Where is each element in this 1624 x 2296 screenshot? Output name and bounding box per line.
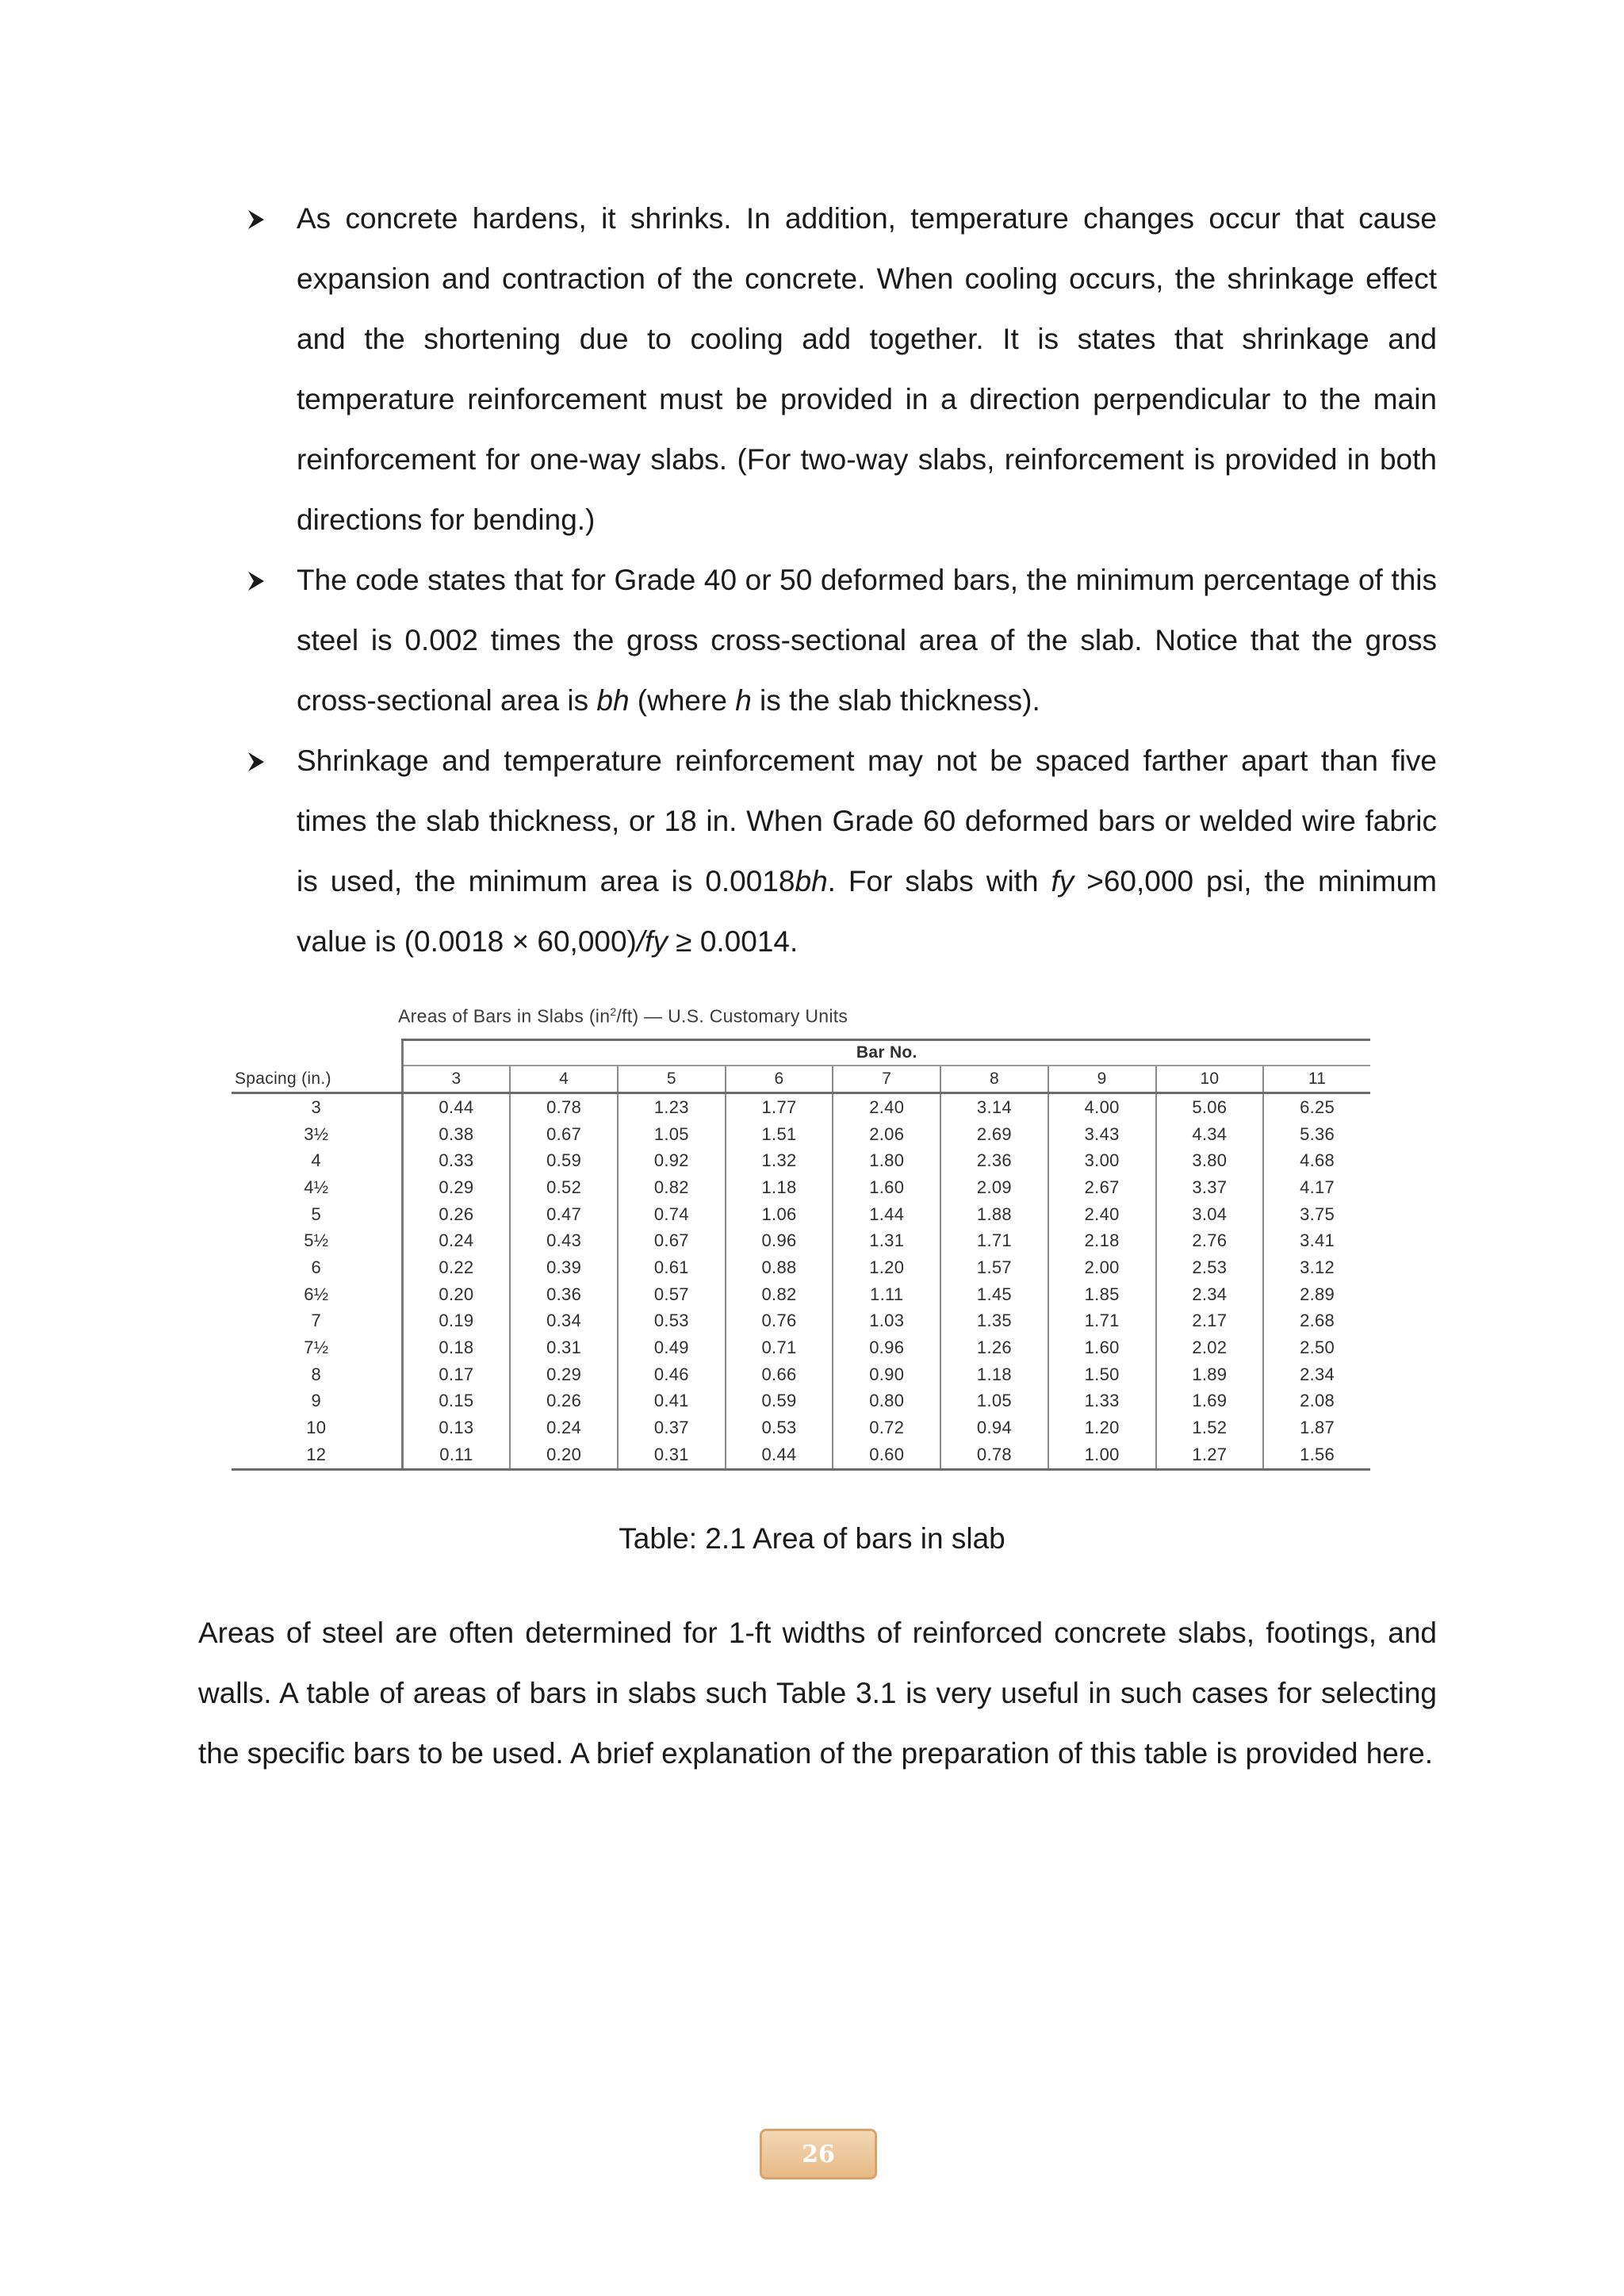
area-value-cell: 1.71 (940, 1227, 1048, 1254)
area-value-cell: 0.44 (402, 1093, 510, 1121)
spacing-cell: 12 (232, 1441, 402, 1469)
text-run: (where (629, 684, 736, 717)
area-value-cell: 0.36 (510, 1281, 618, 1308)
area-value-cell: 2.36 (940, 1147, 1048, 1174)
area-value-cell: 2.40 (833, 1093, 940, 1121)
page-number: 26 (760, 2129, 877, 2179)
table-row (232, 1441, 1370, 1469)
area-value-cell: 2.40 (1048, 1201, 1156, 1228)
area-value-cell: 0.53 (726, 1414, 833, 1441)
area-value-cell: 1.45 (940, 1281, 1048, 1308)
area-value-cell: 1.20 (1048, 1414, 1156, 1441)
area-value-cell: 0.24 (510, 1414, 618, 1441)
area-value-cell: 1.20 (833, 1254, 940, 1281)
area-value-cell: 3.12 (1263, 1254, 1370, 1281)
area-value-cell: 4.17 (1263, 1174, 1370, 1201)
bullet-text (297, 550, 1437, 731)
area-value-cell: 3.00 (1048, 1147, 1156, 1174)
area-value-cell: 1.06 (726, 1201, 833, 1228)
area-value-cell: 1.26 (940, 1334, 1048, 1361)
table-row (232, 1281, 1370, 1308)
text-run: is the slab thickness). (751, 684, 1040, 717)
spacing-cell: 10 (306, 1418, 327, 1438)
table-column-header-row (232, 1066, 1370, 1093)
area-value-cell: 0.82 (618, 1174, 726, 1201)
closing-paragraph: Areas of steel are often determined for 1-ft widths of reinforced concrete slabs, footings, and walls. A table of areas of bars in slabs such Table 3.1 is very useful in such cases for selecting the specific bars to be used. A brief explanation of the preparation of this table is provided here. (198, 1617, 1437, 1770)
area-value-cell: 2.09 (940, 1174, 1048, 1201)
text-run: ≥ 0.0014. (667, 925, 799, 958)
area-value-cell: 0.96 (726, 1227, 833, 1254)
table-row (232, 1414, 1370, 1441)
area-value-cell: 1.44 (833, 1201, 940, 1228)
area-value-cell: 1.23 (618, 1093, 726, 1121)
area-value-cell: 2.02 (1156, 1334, 1264, 1361)
area-value-cell: 0.61 (618, 1254, 726, 1281)
bullet-text (297, 731, 1437, 972)
area-value-cell: 3.37 (1156, 1174, 1264, 1201)
table-group-header-row (232, 1040, 1370, 1066)
area-value-cell: 0.33 (402, 1147, 510, 1174)
area-value-cell: 3.80 (1156, 1147, 1264, 1174)
table-row (232, 1121, 1370, 1148)
area-value-cell: 0.20 (402, 1281, 510, 1308)
area-value-cell: 0.72 (833, 1414, 940, 1441)
spacing-cell: 5½ (304, 1230, 329, 1251)
area-value-cell: 1.85 (1048, 1281, 1156, 1308)
area-value-cell: 1.05 (940, 1388, 1048, 1415)
italic-term: bh (596, 684, 630, 717)
bullet-item (247, 731, 1437, 972)
bar-area-table (232, 1039, 1370, 1471)
italic-term: /fy (636, 925, 668, 958)
arrowhead-bullet-icon (247, 571, 265, 591)
area-value-cell: 1.50 (1048, 1361, 1156, 1388)
bullet-text (297, 189, 1437, 550)
area-value-cell: 5.06 (1156, 1093, 1264, 1121)
area-value-cell: 3.75 (1263, 1201, 1370, 1228)
bar-size-column-header: 9 (1048, 1066, 1156, 1093)
area-value-cell: 0.59 (510, 1147, 618, 1174)
table-row (232, 1388, 1370, 1415)
text-run: The code states that for Grade 40 or 50 deformed bars, the minimum percentage of this steel is 0.002 times the gross cross-sectional area of the slab. Notice that the gross cross-sectional area is (297, 564, 1437, 717)
table-caption: Table: 2.1 Area of bars in slab (619, 1522, 1005, 1555)
area-value-cell: 0.46 (618, 1361, 726, 1388)
area-value-cell: 0.57 (618, 1281, 726, 1308)
area-value-cell: 2.50 (1263, 1334, 1370, 1361)
table-row (232, 1174, 1370, 1201)
area-value-cell: 2.89 (1263, 1281, 1370, 1308)
area-value-cell: 2.69 (940, 1121, 1048, 1148)
area-value-cell: 1.00 (1048, 1441, 1156, 1469)
area-value-cell: 0.94 (940, 1414, 1048, 1441)
area-value-cell: 2.06 (833, 1121, 940, 1148)
table-row (232, 1147, 1370, 1174)
italic-term: bh (795, 865, 828, 897)
area-value-cell: 1.18 (940, 1361, 1048, 1388)
area-value-cell: 0.31 (510, 1334, 618, 1361)
area-value-cell: 0.67 (618, 1227, 726, 1254)
table-row (232, 1308, 1370, 1335)
area-value-cell: 3.43 (1048, 1121, 1156, 1148)
bar-size-column-header: 8 (940, 1066, 1048, 1093)
area-value-cell: 6.25 (1263, 1093, 1370, 1121)
italic-term: h (735, 684, 752, 717)
text-run: >60,000 psi, the minimum value is (0.0018 × 60,000) (297, 865, 1438, 958)
area-value-cell: 0.11 (402, 1441, 510, 1469)
area-value-cell: 1.88 (940, 1201, 1048, 1228)
spacing-column-header: Spacing (in.) (232, 1066, 402, 1093)
bar-size-column-header: 3 (402, 1066, 510, 1093)
area-value-cell: 0.78 (510, 1093, 618, 1121)
area-value-cell: 0.17 (402, 1361, 510, 1388)
table-row (232, 1201, 1370, 1228)
area-value-cell: 0.26 (510, 1388, 618, 1415)
area-value-cell: 1.77 (726, 1093, 833, 1121)
area-value-cell: 0.19 (402, 1308, 510, 1335)
area-value-cell: 2.67 (1048, 1174, 1156, 1201)
area-value-cell: 0.53 (618, 1308, 726, 1335)
bar-size-column-header: 10 (1156, 1066, 1264, 1093)
area-value-cell: 0.44 (726, 1441, 833, 1469)
area-value-cell: 0.38 (402, 1121, 510, 1148)
spacing-cell: 6 (311, 1257, 322, 1277)
spacing-cell: 4 (311, 1150, 322, 1171)
area-value-cell: 1.05 (618, 1121, 726, 1148)
area-value-cell: 0.82 (726, 1281, 833, 1308)
bar-size-column-header: 4 (510, 1066, 618, 1093)
area-value-cell: 1.51 (726, 1121, 833, 1148)
area-value-cell: 2.53 (1156, 1254, 1264, 1281)
area-value-cell: 0.60 (833, 1441, 940, 1469)
area-value-cell: 3.04 (1156, 1201, 1264, 1228)
spacing-cell: 6½ (304, 1284, 329, 1304)
spacing-cell: 3½ (304, 1123, 329, 1144)
area-value-cell: 1.11 (833, 1281, 940, 1308)
spacing-cell: 7½ (304, 1337, 329, 1358)
area-value-cell: 0.71 (726, 1334, 833, 1361)
italic-term: fy (1051, 865, 1074, 897)
area-value-cell: 0.29 (510, 1361, 618, 1388)
area-value-cell: 0.67 (510, 1121, 618, 1148)
area-value-cell: 5.36 (1263, 1121, 1370, 1148)
area-value-cell: 1.31 (833, 1227, 940, 1254)
table-row (232, 1254, 1370, 1281)
area-value-cell: 0.13 (402, 1414, 510, 1441)
area-value-cell: 0.80 (833, 1388, 940, 1415)
area-value-cell: 4.68 (1263, 1147, 1370, 1174)
area-value-cell: 4.00 (1048, 1093, 1156, 1121)
area-value-cell: 3.41 (1263, 1227, 1370, 1254)
area-value-cell: 0.22 (402, 1254, 510, 1281)
area-value-cell: 0.88 (726, 1254, 833, 1281)
area-value-cell: 0.31 (618, 1441, 726, 1469)
area-value-cell: 1.60 (833, 1174, 940, 1201)
area-value-cell: 1.57 (940, 1254, 1048, 1281)
bar-no-header: Bar No. (402, 1040, 1370, 1066)
bullet-item (247, 189, 1437, 550)
area-value-cell: 0.78 (940, 1441, 1048, 1469)
area-value-cell: 1.69 (1156, 1388, 1264, 1415)
area-value-cell: 1.87 (1263, 1414, 1370, 1441)
area-value-cell: 1.27 (1156, 1441, 1264, 1469)
bar-size-column-header: 6 (726, 1066, 833, 1093)
bar-size-column-header: 5 (618, 1066, 726, 1093)
area-value-cell: 1.52 (1156, 1414, 1264, 1441)
area-value-cell: 2.34 (1156, 1281, 1264, 1308)
area-value-cell: 2.08 (1263, 1388, 1370, 1415)
bullet-item (247, 550, 1437, 731)
area-value-cell: 1.80 (833, 1147, 940, 1174)
area-value-cell: 0.96 (833, 1334, 940, 1361)
area-value-cell: 2.18 (1048, 1227, 1156, 1254)
area-value-cell: 1.56 (1263, 1441, 1370, 1469)
area-value-cell: 0.43 (510, 1227, 618, 1254)
area-value-cell: 0.26 (402, 1201, 510, 1228)
area-value-cell: 1.03 (833, 1308, 940, 1335)
area-value-cell: 0.76 (726, 1308, 833, 1335)
area-value-cell: 0.37 (618, 1414, 726, 1441)
table-row (232, 1093, 1370, 1121)
table-row (232, 1334, 1370, 1361)
spacing-cell: 9 (311, 1391, 322, 1411)
area-value-cell: 1.35 (940, 1308, 1048, 1335)
area-value-cell: 0.52 (510, 1174, 618, 1201)
area-value-cell: 0.49 (618, 1334, 726, 1361)
table-row (232, 1361, 1370, 1388)
area-value-cell: 0.39 (510, 1254, 618, 1281)
area-value-cell: 0.41 (618, 1388, 726, 1415)
area-value-cell: 2.17 (1156, 1308, 1264, 1335)
arrowhead-bullet-icon (247, 209, 265, 230)
bar-size-column-header: 11 (1263, 1066, 1370, 1093)
area-value-cell: 2.68 (1263, 1308, 1370, 1335)
area-value-cell: 0.24 (402, 1227, 510, 1254)
spacing-cell: 3 (311, 1096, 322, 1117)
area-value-cell: 2.76 (1156, 1227, 1264, 1254)
spacing-cell: 5 (311, 1203, 322, 1224)
area-value-cell: 4.34 (1156, 1121, 1264, 1148)
text-run: Shrinkage and temperature reinforcement may not be spaced farther apart than five times the slab thickness, or 18 in. When Grade 60 deformed bars or welded wire fabric is used, the minimum area is 0.0018 (297, 744, 1437, 897)
spacing-cell: 8 (311, 1364, 322, 1384)
spacing-cell: 7 (311, 1311, 322, 1331)
arrowhead-bullet-icon (247, 752, 265, 772)
area-value-cell: 0.47 (510, 1201, 618, 1228)
spacing-cell: 4½ (304, 1177, 329, 1197)
area-value-cell: 1.33 (1048, 1388, 1156, 1415)
area-value-cell: 0.74 (618, 1201, 726, 1228)
area-value-cell: 1.32 (726, 1147, 833, 1174)
area-value-cell: 1.18 (726, 1174, 833, 1201)
table-row (232, 1227, 1370, 1254)
area-value-cell: 0.15 (402, 1388, 510, 1415)
area-value-cell: 3.14 (940, 1093, 1048, 1121)
area-value-cell: 2.34 (1263, 1361, 1370, 1388)
area-value-cell: 0.29 (402, 1174, 510, 1201)
text-run: . For slabs with (827, 865, 1051, 897)
bar-size-column-header: 7 (833, 1066, 940, 1093)
text-run: As concrete hardens, it shrinks. In addition, temperature changes occur that cause expansion and contraction of the concrete. When cooling occurs, the shrinkage effect and the shortening due to cooling add together. It is states that shrinkage and temperature reinforcement must be provided in a direction perpendicular to the main reinforcement for one-way slabs. (For two-way slabs, reinforcement is provided in both directions for bending.) (297, 202, 1437, 536)
area-value-cell: 2.00 (1048, 1254, 1156, 1281)
area-value-cell: 1.89 (1156, 1361, 1264, 1388)
table-title: Areas of Bars in Slabs $(in^2/ft)$ — U.S. Customary Units (398, 1005, 848, 1027)
area-value-cell: 0.92 (618, 1147, 726, 1174)
area-value-cell: 0.18 (402, 1334, 510, 1361)
area-value-cell: 1.60 (1048, 1334, 1156, 1361)
area-value-cell: 0.20 (510, 1441, 618, 1469)
area-value-cell: 0.34 (510, 1308, 618, 1335)
area-value-cell: 0.59 (726, 1388, 833, 1415)
area-value-cell: 0.66 (726, 1361, 833, 1388)
area-value-cell: 1.71 (1048, 1308, 1156, 1335)
area-value-cell: 0.90 (833, 1361, 940, 1388)
bullet-list (247, 189, 1437, 972)
